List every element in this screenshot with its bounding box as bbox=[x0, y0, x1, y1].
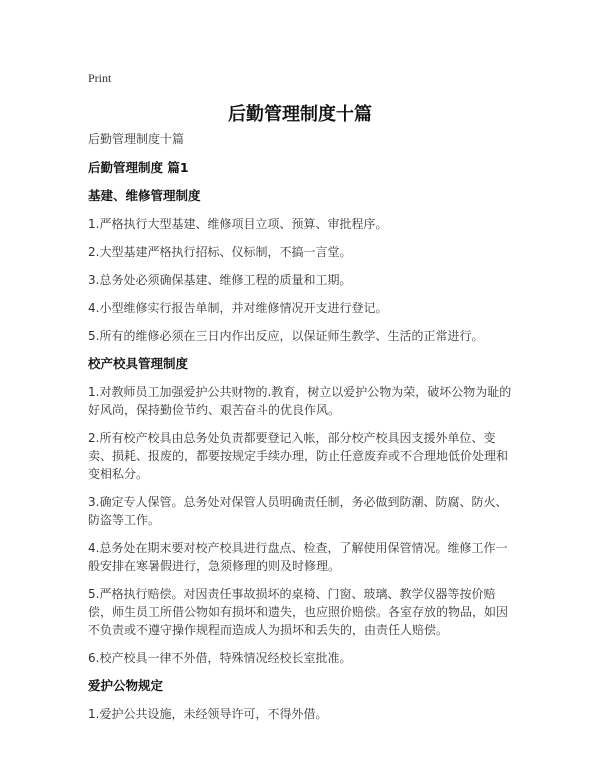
list-item: 5.严格执行赔偿。对因责任事故损坏的桌椅、门窗、玻璃、教学仪器等按价赔偿，师生员工所借公物如有损坏和遗失，也应照价赔偿。各室存放的物品，如因不负责或不遵守操作规程而造成人为损坏和丢失的，由责任人赔偿。 bbox=[88, 587, 509, 637]
document-title: 后勤管理制度十篇 bbox=[228, 104, 372, 125]
part-heading: 后勤管理制度 篇1 bbox=[88, 160, 189, 175]
list-item: 4.小型维修实行报告单制，并对维修情况开支进行登记。 bbox=[88, 301, 388, 315]
document-subtitle: 后勤管理制度十篇 bbox=[88, 132, 185, 146]
print-label[interactable]: Print bbox=[88, 71, 112, 85]
section-construction-maintenance bbox=[88, 187, 518, 345]
list-item: 5.所有的维修必须在三日内作出反应，以保证师生教学、生活的正常进行。 bbox=[88, 329, 484, 343]
document-body bbox=[88, 130, 518, 733]
list-item: 3.确定专人保管。总务处对保管人员明确责任制，务必做到防潮、防腐、防火、防盗等工作。 bbox=[88, 495, 508, 527]
list-item: 4.总务处在期末要对校产校具进行盘点、检查，了解使用保管情况。维修工作一般安排在寒暑假进行，急须修理的则及时修理。 bbox=[88, 541, 508, 573]
list-item: 1.爱护公共设施，未经领导许可，不得外借。 bbox=[88, 707, 328, 721]
section-heading: 基建、维修管理制度 bbox=[88, 188, 201, 203]
list-item: 2.大型基建严格执行招标、仪标制，不搞一言堂。 bbox=[88, 245, 352, 259]
list-item: 3.总务处必须确保基建、维修工程的质量和工期。 bbox=[88, 273, 352, 287]
list-item: 2.所有校产校具由总务处负责都要登记入帐，部分校产校具因支援外单位、变卖、损耗、报废的，都要按规定手续办理，防止任意废弃或不合理地低价处理和变相私分。 bbox=[88, 431, 509, 481]
list-item: 1.严格执行大型基建、维修项目立项、预算、审批程序。 bbox=[88, 217, 388, 231]
section-heading: 爱护公物规定 bbox=[88, 678, 164, 693]
list-item: 6.校产校具一律不外借，特殊情况经校长室批准。 bbox=[88, 651, 352, 665]
list-item: 1.对教师员工加强爱护公共财物的.教育，树立以爱护公物为荣，破坏公物为耻的好风尚，保持勤俭节约、艰苦奋斗的优良作风。 bbox=[88, 385, 512, 417]
section-school-property bbox=[88, 355, 518, 667]
section-public-property-rules bbox=[88, 677, 518, 723]
section-heading: 校产校具管理制度 bbox=[88, 356, 189, 371]
